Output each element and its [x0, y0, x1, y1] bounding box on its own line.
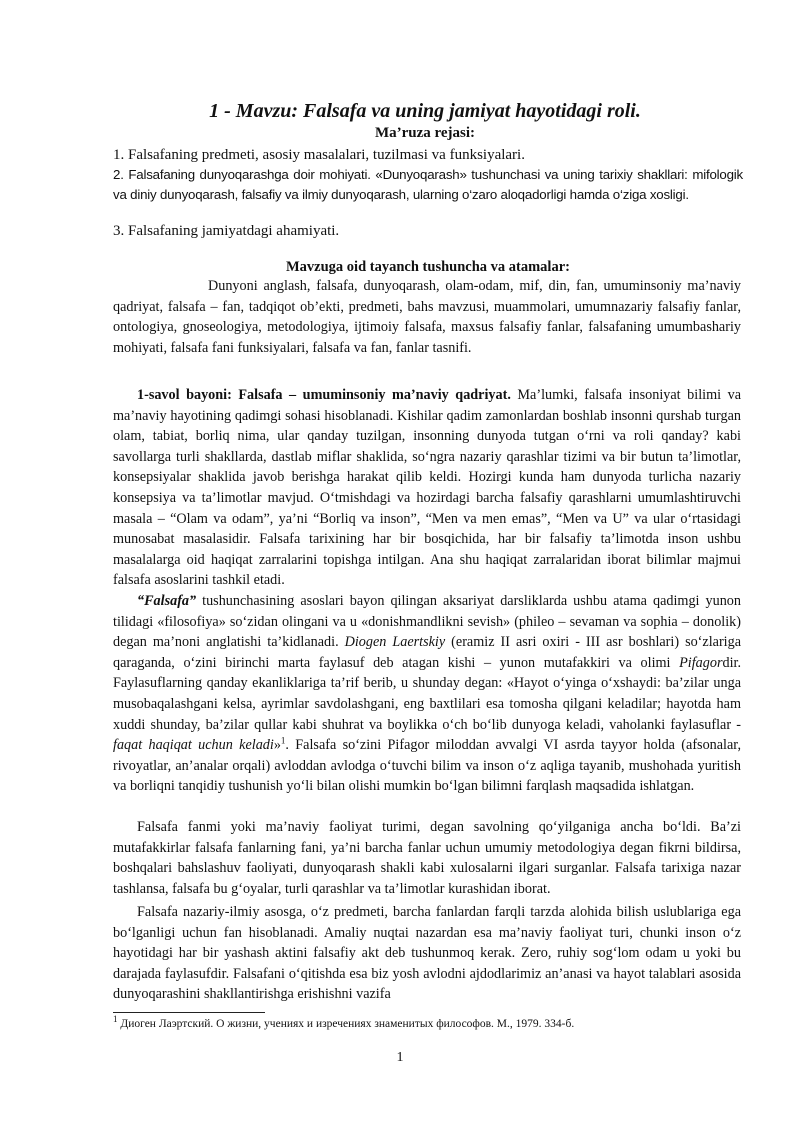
footnote-text: Диоген Лаэртский. О жизни, учениях и изречениях знаменитых философов. М., 1979. 334-б.	[117, 1018, 575, 1030]
footnote-mark: 1	[113, 1014, 118, 1025]
paragraph-science-or-activity: Falsafa fanmi yoki ma’naviy faoliyat turimi, degan savolning qo‘yilganiga ancha bo‘ldi. Ba’zi mutafakkirlar falsafa fanlarning fani, ya’ni barcha fanlar uchun umumiy metodologiya degan fikrni bildirsa, boshqalari bahslashuv faoliyati, dunyoqarash shakli kabi xulosalarni ilgari surganlar. Falsafa tarixiga nazar tashlansa, falsafa bu g‘oyalar, turli qarashlar va ta’limotlar kurashidan iborat.	[113, 819, 741, 897]
terms-heading: Mavzuga oid tayanch tushuncha va atamalar:	[286, 259, 570, 275]
pifagor-name: Pifagor	[679, 654, 723, 671]
etymology-text-3: dir. Faylasuflarning qanday ekanliklariga ta’rif berib, u shunday degan: «Hayot o‘yinga o‘xshaydi: ba’zilar unga musobaqalashgani kelsa, ayrimlar savdolashgani, eng baxtlilari esa tomosha qilgani keladilar; hayotda ham xuddi shunday, ba’zilar qullar kabi shuhrat va boylikka o‘ch bo‘lib dunyoga keladi, vaholanki faylasuflar -	[113, 654, 741, 733]
terms-paragraph: Dunyoni anglash, falsafa, dunyoqarash, olam-odam, mif, din, fan, umuminsoniy ma’naviy qadriyat, falsafa – fan, tadqiqot ob’ekti, predmeti, bahs mavzusi, muammolari, umumnazariy falsafiy fanlar, ontologiya, gnoseologiya, metodologiya, ijtimoiy falsafa, maxsus falsafiy fanlar, falsafaning umumbashariy mohiyati, falsafa fani funksiyalari, falsafa va fan, fanlar tasnifi.	[113, 278, 741, 356]
footnote-divider	[113, 1012, 265, 1013]
paragraph-question-1	[113, 385, 741, 591]
question-1-lead: 1-savol bayoni: Falsafa – umuminsoniy ma’naviy qadriyat.	[137, 387, 511, 403]
paragraph-falsafa-etymology	[113, 591, 741, 797]
diogen-name: Diogen Laertskiy	[344, 634, 446, 651]
plan-item-2: 2. Falsafaning dunyoqarashga doir mohiyati. «Dunyoqarash» tushunchasi va uning tarixiy shakllari: mifologik va diniy dunyoqarash, falsafiy va ilmiy dunyoqarash, ularning o‘zaro aloqadorligi hamda o‘ziga xosligi.	[113, 167, 743, 202]
etymology-text-4: . Falsafa so‘zini Pifagor miloddan avvalgi VI asrda tayyor holda (afsonalar, rivoyatlar, an’analar orqali) avloddan avlodga o‘tuvchi bilim va inson o‘z aqliga tayanib, mushohada yuritish va borliqni tanqidiy tushunish yo‘li bilan olishi mumkin bo‘lgan bilimni farqlash maqsadida ishlatgan.	[113, 737, 741, 795]
plan-item-3: 3. Falsafaning jamiyatdagi ahamiyati.	[113, 223, 340, 239]
quote-italic: faqat haqiqat uchun keladi	[113, 737, 274, 754]
page-number: 1	[396, 1050, 404, 1065]
quote-close: »	[273, 737, 281, 754]
etymology-text-1: tushunchasining asoslari bayon qilingan aksariyat darsliklarda ushbu atama qadimgi yunon tilidagi «filosofiya» so‘zidan olingani va u «donishmandlikni sevish» (phileo – sevaman va sophia – donolik) degan ma’noni anglatishi ta’kidlanadi.	[113, 593, 741, 651]
falsafa-term: “Falsafa”	[137, 593, 197, 609]
paragraph-theoretical-basis: Falsafa nazariy-ilmiy asosga, o‘z predmeti, barcha fanlardan farqli tarzda alohida bilish uslublariga ega bo‘lganligi uchun fan hisoblanadi. Amaliy nuqtai nazardan esa ma’naviy faoliyat turi, chunki inson o‘z hayotidagi har bir yashash aktini falsafiy akt deb tushunmoq kerak. Zero, ruhiy sog‘lom odam u yoki bu darajada faylasufdir. Falsafani o‘qitishda esa biz yosh avlodni ajdodlarimiz an’anasi va hayot talablari asosida dunyoqarashini shakllantirishga erishishni vazifa	[113, 904, 741, 1003]
plan-item-1: 1. Falsafaning predmeti, asosiy masalalari, tuzilmasi va funksiyalari.	[113, 147, 525, 163]
footnote-ref[interactable]: 1	[280, 735, 286, 746]
page-title: 1 - Mavzu: Falsafa va uning jamiyat hayotidagi roli.	[209, 100, 641, 122]
plan-heading: Ma’ruza rejasi:	[374, 125, 476, 141]
etymology-text-2: (eramiz II asri oxiri - III asr boshlari) so‘zlariga qaraganda, o‘zini birinchi marta faylasuf deb atagan kishi – yunon mutafakkiri va olimi	[113, 634, 741, 671]
footnote	[113, 1014, 741, 1032]
question-1-text: Ma’lumki, falsafa insoniyat bilimi va ma’naviy hayotining qadimgi sohasi hisoblanadi. Kishilar qadim zamonlardan boshlab insonni qurshab turgan olam, tabiat, borliq nima, ular qanday tuzilgan, insonning dunyoda tutgan o‘rni va roli qanday? kabi savollarga turli shakllarda, dastlab miflar shaklida, so‘ngra nazariy qarashlar tizimi va bir butun ta’limotlar, konsepsiyalar shaklida javob berishga harakat qilib keldi. Hozirgi kunda ham dunyoda turlicha nazariy konsepsiya va ta’limotlar mavjud. O‘tmishdagi va hozirdagi barcha falsafiy qarashlarni umumlashtiruvchi masala – “Olam va odam”, ya’ni “Borliq va inson”, “Men va men emas”, “Men va U” va ular o‘rtasidagi munosabat masalasidir. Falsafa tarixining har bir bosqichida, har bir falsafiy ta’limotda inson ushbu masalalarga oid haqiqat zarralarini topishga intilgan. Ana shu haqiqat zarralaridan iborat bilimlar majmui falsafa asoslarini tashkil etadi.	[113, 387, 741, 589]
